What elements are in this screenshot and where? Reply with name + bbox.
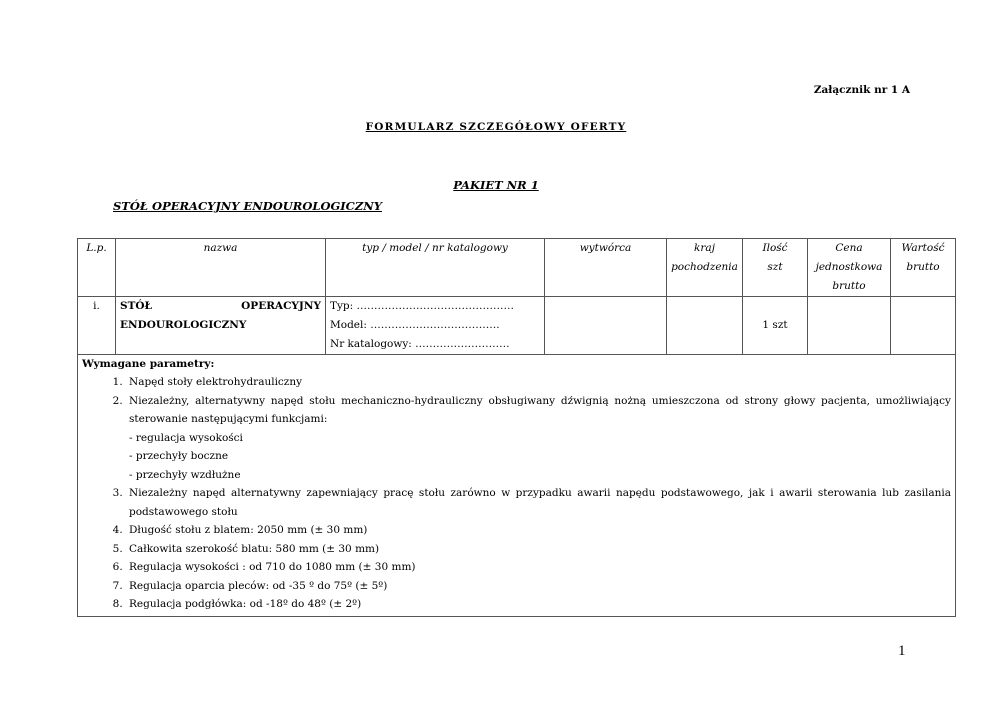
list-item: 2. Niezależny, alternatywny napęd stołu mechaniczno-hydrauliczny obsługiwany dźwignią nożną umieszczona od strony głowy pacjenta, umożliwiający sterowanie następującymi funkcjami: - regulacja wysokości - przechyły boczne - przechyły wzdłużne [126, 392, 951, 485]
page-number: 1 [898, 643, 906, 659]
unit-price-cell[interactable] [808, 297, 891, 355]
form-title: FORMULARZ SZCZEGÓŁOWY OFERTY [365, 121, 627, 133]
list-item: 6. Regulacja wysokości : od 710 do 1080 mm (± 30 mm) [126, 558, 951, 577]
header-producer: wytwórca [545, 239, 667, 297]
gross-value-cell[interactable] [891, 297, 956, 355]
subject-title: STÓŁ OPERACYJNY ENDOUROLOGICZNY [113, 199, 382, 213]
requirements-row [78, 355, 956, 617]
requirements-list [82, 373, 951, 614]
row-name-word1: STÓŁ [120, 300, 152, 312]
header-name: nazwa [116, 239, 326, 297]
requirements-cell [78, 355, 956, 617]
row-lp: i. [78, 297, 116, 355]
table-row [78, 297, 956, 355]
annex-label: Załącznik nr 1 A [813, 84, 910, 96]
requirements-title: Wymagane parametry: [82, 358, 215, 370]
list-item: 1. Napęd stoły elektrohydrauliczny [126, 373, 951, 392]
row-type-fields [326, 297, 545, 355]
package-title: PAKIET NR 1 [453, 178, 539, 192]
header-gross-value: Wartość brutto [891, 239, 956, 297]
list-item: 4. Długość stołu z blatem: 2050 mm (± 30 mm) [126, 521, 951, 540]
header-quantity: Ilość szt [743, 239, 808, 297]
header-unit-price: Cena jednostkowa brutto [808, 239, 891, 297]
quantity-cell: 1 szt [743, 297, 808, 355]
list-item: 8. Regulacja podgłówka: od -18º do 48º (± 2º) [126, 595, 951, 614]
list-item: 3. Niezależny napęd alternatywny zapewniający pracę stołu zarówno w przypadku awarii napędu podstawowego, jak i awarii sterowania lub zasilania podstawowego stołu [126, 484, 951, 521]
row-name [116, 297, 326, 355]
catalog-number-field[interactable]: Nr katalogowy: ……………………… [330, 338, 510, 350]
row-name-line2: ENDOUROLOGICZNY [120, 319, 247, 331]
list-item: 7. Regulacja oparcia pleców: od -35 º do 75º (± 5º) [126, 577, 951, 596]
model-field[interactable]: Model: ………………………………. [330, 319, 500, 331]
type-field[interactable]: Typ: ……………………………………… [330, 300, 515, 312]
country-cell[interactable] [667, 297, 743, 355]
header-type: typ / model / nr katalogowy [326, 239, 545, 297]
table-header-row [78, 239, 956, 297]
row-name-word2: OPERACYJNY [241, 300, 321, 312]
list-item: 5. Całkowita szerokość blatu: 580 mm (± 30 mm) [126, 540, 951, 559]
offer-table [77, 238, 956, 617]
header-lp: L.p. [78, 239, 116, 297]
header-country: kraj pochodzenia [667, 239, 743, 297]
producer-cell[interactable] [545, 297, 667, 355]
